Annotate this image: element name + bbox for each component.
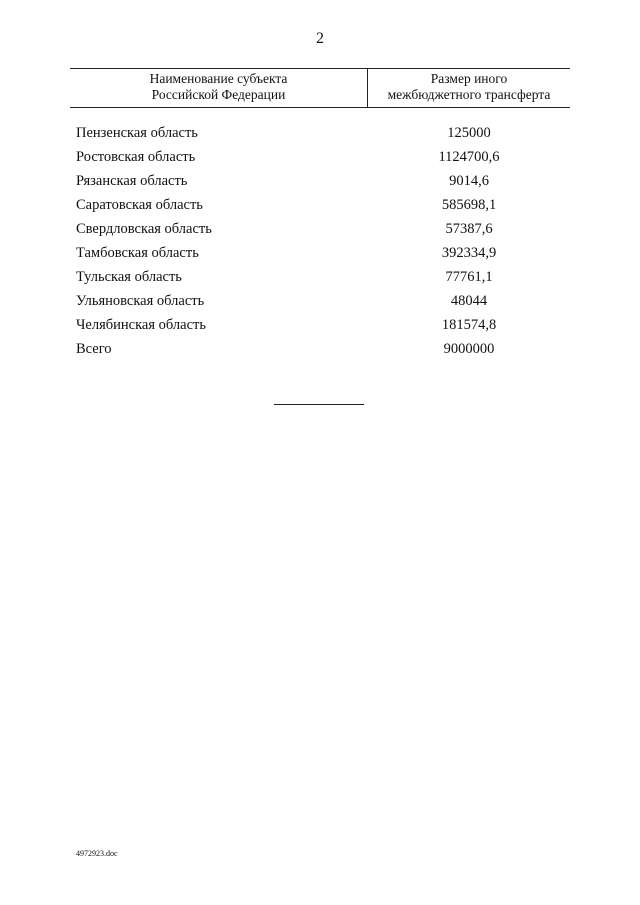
transfer-value: 48044 — [450, 293, 488, 309]
transfer-value: 77761,1 — [445, 269, 493, 285]
header-subject-name — [70, 71, 367, 103]
transfer-value: 392334,9 — [441, 245, 497, 261]
end-of-document-line — [274, 404, 364, 405]
total-value: 9000000 — [443, 341, 495, 357]
region-name: Рязанская область — [76, 173, 188, 189]
table-row — [70, 145, 570, 169]
page-number: 2 — [316, 30, 324, 47]
region-name: Свердловская область — [76, 221, 212, 237]
table-row — [70, 289, 570, 313]
header-subject-name-line2: Российской Федерации — [151, 87, 286, 102]
region-name: Саратовская область — [76, 197, 203, 213]
header-subject-name-line1: Наименование субъекта — [149, 71, 288, 86]
table-row-total — [70, 337, 570, 361]
table-row — [70, 313, 570, 337]
transfer-value: 125000 — [447, 125, 491, 141]
table-header — [70, 68, 570, 108]
transfer-value: 9014,6 — [449, 173, 489, 189]
table-row — [70, 265, 570, 289]
table-row — [70, 121, 570, 145]
transfer-value: 585698,1 — [441, 197, 497, 213]
transfer-value: 57387,6 — [445, 221, 493, 237]
region-name: Пензенская область — [76, 125, 198, 141]
table-row — [70, 241, 570, 265]
region-name: Ростовская область — [76, 149, 196, 165]
header-transfer-size — [368, 71, 570, 103]
header-transfer-size-line2: межбюджетного трансферта — [387, 87, 551, 102]
table-row — [70, 169, 570, 193]
table-body — [70, 121, 570, 361]
transfer-value: 1124700,6 — [438, 149, 500, 165]
total-label: Всего — [76, 341, 112, 357]
transfer-table — [70, 68, 570, 361]
transfer-value: 181574,8 — [441, 317, 497, 333]
region-name: Тамбовская область — [76, 245, 199, 261]
document-code: 4972923.doc — [76, 849, 118, 858]
region-name: Тульская область — [76, 269, 182, 285]
header-transfer-size-line1: Размер иного — [430, 71, 508, 86]
region-name: Челябинская область — [76, 317, 206, 333]
region-name: Ульяновская область — [76, 293, 205, 309]
table-row — [70, 193, 570, 217]
table-row — [70, 217, 570, 241]
